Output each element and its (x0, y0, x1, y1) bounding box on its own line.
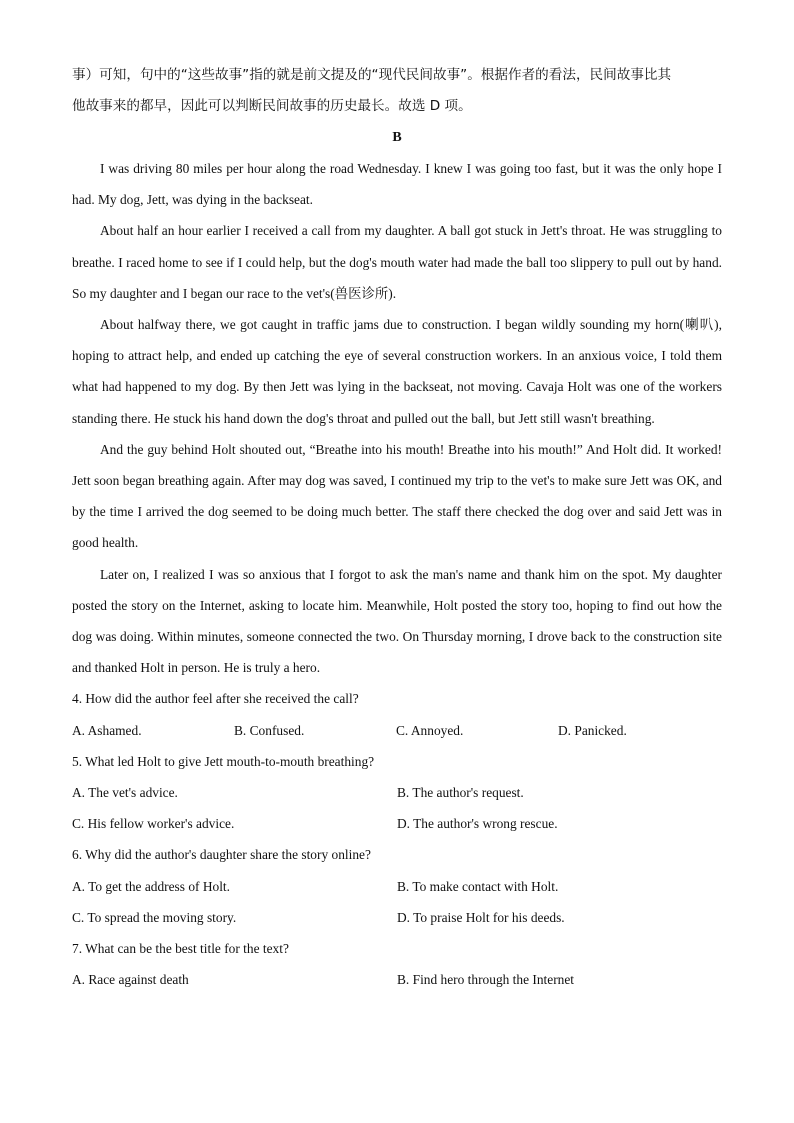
question-5-option-b: B. The author's request. (397, 785, 524, 801)
question-4-option-b: B. Confused. (234, 722, 305, 738)
question-4-option-a: A. Ashamed. (72, 722, 142, 738)
passage-paragraph-3: About halfway there, we got caught in traffic jams due to construction. I began wildly sounding my horn(喇叭), hoping to attract help, and ended up catching the eye of several construction workers. In an anxious voice, I told them what had happened to my dog. By then Jett was lying in the backseat, not moving. Cavaja Holt was one of the workers standing there. He stuck his hand down the dog's throat and pulled out the ball, but Jett still wasn't breathing. (72, 317, 722, 426)
question-6-option-b: B. To make contact with Holt. (397, 878, 559, 894)
question-7-option-b: B. Find hero through the Internet (397, 972, 575, 988)
question-4-option-d: D. Panicked. (558, 722, 627, 738)
question-6-option-d: D. To praise Holt for his deeds. (397, 909, 565, 925)
question-6-options-row-1 (72, 871, 722, 902)
section-title: B (392, 130, 402, 145)
question-6-stem: 6. Why did the author's daughter share the story online? (72, 847, 371, 863)
question-4-option-c: C. Annoyed. (396, 722, 464, 738)
intro-line-1: 事）可知，句中的“这些故事”指的就是前文提及的“现代民间故事”。根据作者的看法，民间故事比其 (72, 67, 672, 83)
passage-paragraph-2: About half an hour earlier I received a call from my daughter. A ball got stuck in Jett's throat. He was struggling to breathe. I raced home to see if I could help, but the dog's mouth water had made the ball too slippery to pull out by hand. So my daughter and I began our race to the vet's(兽医诊所). (72, 223, 722, 301)
question-5-option-c: C. His fellow worker's advice. (72, 816, 235, 832)
intro-line-2: 他故事来的都早，因此可以判断民间故事的历史最长。故选 D 项。 (72, 98, 472, 114)
question-5-option-a: A. The vet's advice. (72, 785, 178, 801)
passage-paragraph-1: I was driving 80 miles per hour along the road Wednesday. I knew I was going too fast, but it was the only hope I had. My dog, Jett, was dying in the backseat. (72, 161, 722, 208)
question-7-options-row-1 (72, 964, 722, 995)
question-5-stem: 5. What led Holt to give Jett mouth-to-mouth breathing? (72, 753, 375, 769)
question-6-options-row-2 (72, 902, 722, 933)
question-4-stem: 4. How did the author feel after she received the call? (72, 691, 359, 707)
passage-paragraph-4: And the guy behind Holt shouted out, “Breathe into his mouth! Breathe into his mouth!” And Holt did. It worked! Jett soon began breathing again. After may dog was saved, I continued my trip to the vet's to make sure Jett was OK, and by the time I arrived the dog seemed to be doing much better. The staff there checked the dog over and said Jett was in good health. (72, 441, 722, 551)
question-7-option-a: A. Race against death (72, 972, 189, 988)
document-page (72, 60, 722, 995)
question-6-option-a: A. To get the address of Holt. (72, 878, 230, 894)
question-5-options-row-1 (72, 777, 722, 808)
question-7-stem: 7. What can be the best title for the text? (72, 941, 289, 957)
question-6-option-c: C. To spread the moving story. (72, 909, 237, 925)
passage-paragraph-5: Later on, I realized I was so anxious that I forgot to ask the man's name and thank him on the spot. My daughter posted the story on the Internet, asking to locate him. Meanwhile, Holt posted the story too, hoping to find out how the dog was doing. Within minutes, someone connected the two. On Thursday morning, I drove back to the construction site and thanked Holt in person. He is truly a hero. (72, 566, 722, 676)
question-5-option-d: D. The author's wrong rescue. (397, 816, 558, 832)
question-4-options (72, 715, 722, 746)
question-5-options-row-2 (72, 808, 722, 839)
